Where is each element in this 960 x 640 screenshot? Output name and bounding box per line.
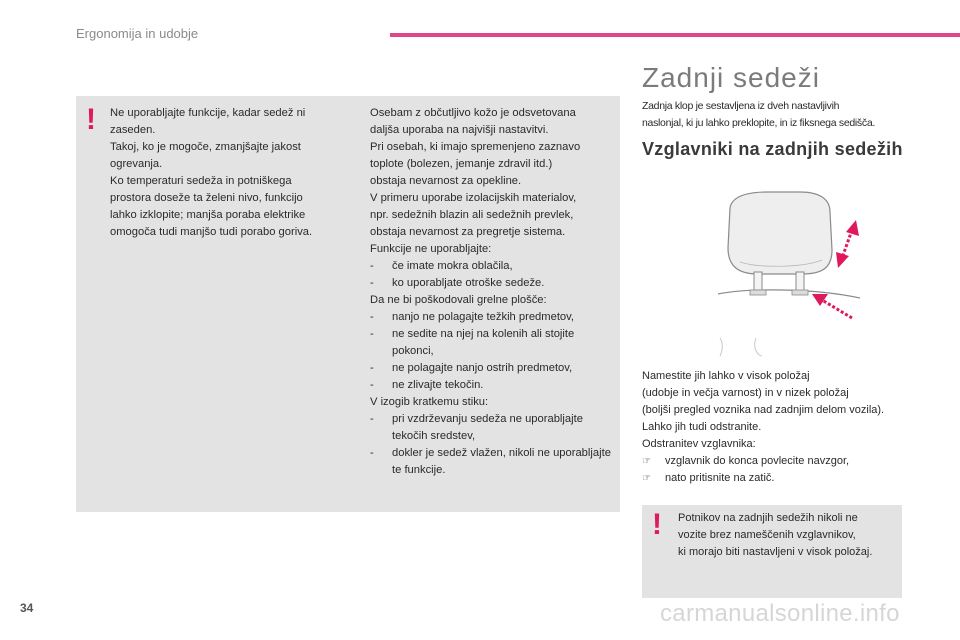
subsection-title: Vzglavniki na zadnjih sedežih bbox=[642, 139, 903, 159]
info-line: toplote (bolezen, jemanje zdravil itd.) bbox=[370, 158, 553, 170]
info-line: obstaja nevarnost za opekline. bbox=[370, 175, 522, 187]
dash-marker: - bbox=[370, 260, 374, 272]
dash-marker: - bbox=[370, 362, 374, 374]
dash-marker: - bbox=[370, 447, 374, 459]
info-heading: Da ne bi poškodovali grelne plošče: bbox=[370, 294, 547, 306]
section-intro: Zadnja klop je sestavljena iz dveh nastavljivih naslonjal, ki ju lahko preklopite, in iz fiksnega sedišča. bbox=[642, 100, 875, 129]
info-line: Pri osebah, ki imajo spremenjeno zaznavo bbox=[370, 141, 581, 153]
dash-marker: - bbox=[370, 277, 374, 289]
info-line: V primeru uporabe izolacijskih materialov, bbox=[370, 192, 577, 204]
info-line: obstaja nevarnost za pregretje sistema. bbox=[370, 226, 566, 238]
warning-line: zaseden. bbox=[110, 124, 156, 136]
warning-line: Takoj, ko je mogoče, zmanjšajte jakost bbox=[110, 141, 301, 153]
warning-line: lahko izklopite; manjša poraba elektrike bbox=[110, 209, 306, 221]
heating-info-text bbox=[370, 105, 615, 479]
warning-line: ogrevanja. bbox=[110, 158, 163, 170]
info-heading: V izogib kratkemu stiku: bbox=[370, 396, 489, 408]
pointing-hand-icon: ☞ bbox=[642, 456, 651, 467]
list-item: - dokler je sedež vlažen, nikoli ne uporabljajte te funkcije. bbox=[370, 445, 615, 479]
dash-marker: - bbox=[370, 311, 374, 323]
headrest-illustration bbox=[718, 188, 860, 358]
info-line: dalјša uporaba na najvišji nastavitvi. bbox=[370, 124, 549, 136]
warning-line: vozite brez nameščenih vzglavnikov, bbox=[678, 529, 856, 541]
list-item: - pri vzdrževanju sedeža ne uporabljajte tekočih sredstev, bbox=[370, 411, 615, 445]
list-item: - ne polagajte nanjo ostrih predmetov, bbox=[370, 360, 615, 377]
section-title: Zadnji sedeži bbox=[642, 62, 820, 93]
list-item: - če imate mokra oblačila, bbox=[370, 258, 615, 275]
headrest-instructions bbox=[642, 368, 942, 487]
pointing-hand-icon: ☞ bbox=[642, 473, 651, 484]
list-item: - ne zlivajte tekočin. bbox=[370, 377, 615, 394]
instruction-line: Namestite jih lahko v visok položaj bbox=[642, 370, 810, 382]
warning-line: ki morajo biti nastavljeni v visok položaj. bbox=[678, 546, 873, 558]
dash-marker: - bbox=[370, 328, 374, 340]
header-accent-bar bbox=[390, 33, 960, 37]
info-line: Funkcije ne uporabljajte: bbox=[370, 243, 492, 255]
exclamation-icon: ! bbox=[652, 508, 662, 541]
instruction-line: Lahko jih tudi odstranite. bbox=[642, 421, 762, 433]
info-line: npr. sedežnih blazin ali sedežnih prevlek, bbox=[370, 209, 574, 221]
info-line: Osebam z občutljivo kožo je odsvetovana bbox=[370, 107, 576, 119]
exclamation-icon: ! bbox=[86, 103, 96, 136]
list-item: - nanjo ne polagajte težkih predmetov, bbox=[370, 309, 615, 326]
list-item: - ko uporabljate otroške sedeže. bbox=[370, 275, 615, 292]
dash-marker: - bbox=[370, 413, 374, 425]
instruction-line: Odstranitev vzglavnika: bbox=[642, 438, 756, 450]
warning-line: omogoča tudi manjšo tudi porabo goriva. bbox=[110, 226, 313, 238]
warning-line: prostora doseže ta želeni nivo, funkcijo bbox=[110, 192, 303, 204]
warning-line: Ne uporabljajte funkcije, kadar sedež ni bbox=[110, 107, 306, 119]
dash-marker: - bbox=[370, 379, 374, 391]
list-item: ☞ vzglavnik do konca povlecite navzgor, bbox=[642, 453, 942, 470]
instruction-line: (boljši pregled voznika nad zadnjim delom vozila). bbox=[642, 404, 885, 416]
page-number: 34 bbox=[20, 601, 34, 615]
warning-line: Potnikov na zadnjih sedežih nikoli ne bbox=[678, 512, 858, 524]
warning-text bbox=[110, 105, 342, 241]
instruction-line: (udobje in večja varnost) in v nizek položaj bbox=[642, 387, 849, 399]
header-title: Ergonomija in udobje bbox=[76, 26, 199, 41]
watermark: carmanualsonline.info bbox=[660, 600, 900, 627]
up-down-arrow-icon bbox=[836, 220, 859, 268]
list-item: ☞ nato pritisnite na zatič. bbox=[642, 470, 942, 487]
list-item: - ne sedite na njej na kolenih ali stojite pokonci, bbox=[370, 326, 615, 360]
warning-line: Ko temperaturi sedeža in potniškega bbox=[110, 175, 292, 187]
warning-text-2 bbox=[678, 510, 904, 561]
